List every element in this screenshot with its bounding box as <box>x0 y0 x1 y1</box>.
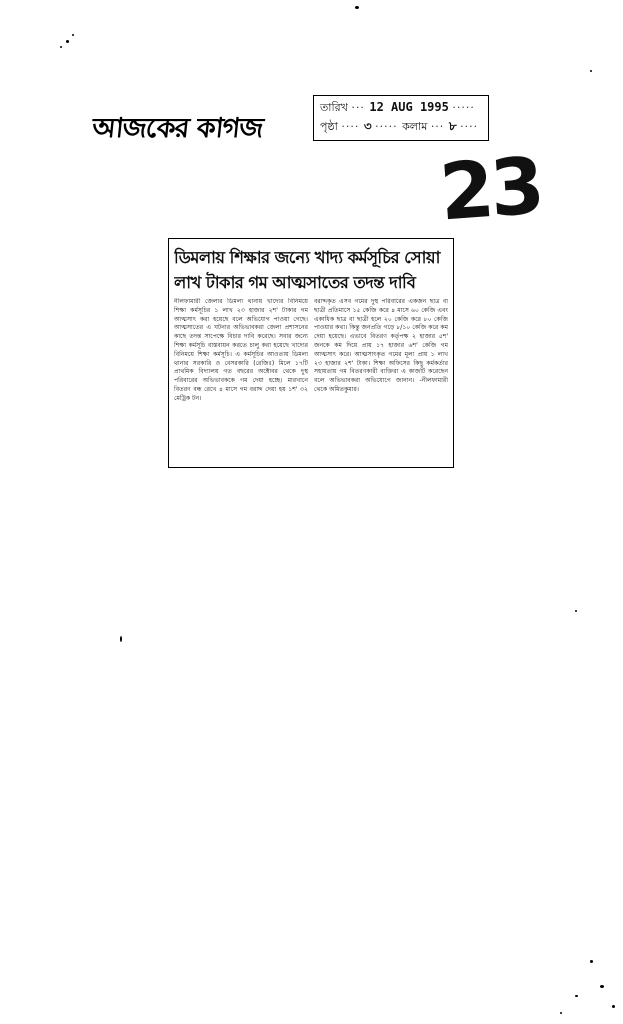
stamp-page-label: পৃষ্ঠা <box>320 120 338 133</box>
scan-speck <box>66 40 69 43</box>
newspaper-clipping <box>168 238 454 468</box>
scan-speck <box>72 34 74 36</box>
stamp-page-row: পৃষ্ঠা ···· ৩ ····· কলাম ··· ৮ ···· <box>320 119 479 133</box>
date-stamp <box>313 95 489 141</box>
article-body <box>174 298 448 468</box>
stamp-page-value: ৩ <box>363 119 372 133</box>
scan-speck <box>590 70 592 72</box>
headline-line-2: লাখ টাকার গম আত্মসাতের তদন্ত দাবি <box>174 273 416 292</box>
scan-speck <box>120 636 122 642</box>
scan-speck <box>355 6 359 9</box>
article-column-1-text: নীলফামারী জেলার ডিমলা থানায় খাদ্যের বিনিময়ে শিক্ষা কর্মসূচির ১ লাখ ২৩ হাজার ২শ' টাকার গম আত্মসাৎ করা হয়েছে বলে অভিযোগ পাওয়া গেছে। আত্মসাতের এ ঘটনার অভিভাবকরা জেলা প্রশাসনের কাছে তদন্ত সাপেক্ষে বিচার দাবি করেছে। সবার জন্যে শিক্ষা কর্মসূচি বাস্তবায়ন করতে চালু করা হয়েছে খাদ্যের বিনিময়ে শিক্ষা কর্মসূচি। এ কর্মসূচির আওতায় ডিমলা থানার সরকারি ও বেসরকারি (রেজিঃ) মিলে ১৭টি প্রাথমিক বিদ্যালয় গত বছরের অক্টোবর থেকে দুস্থ পরিবারের অভিভাবককে গম দেয়া হচ্ছে। মারখানে বিতরণ বন্ধ রেখে ৪ মাসে গম বরাদ্দ দেয়া হয় ১শ' ৩২ মেট্রিক টন। <box>174 298 308 402</box>
scan-speck <box>590 960 593 963</box>
article-column-1 <box>174 298 308 468</box>
article-column-2-text: বরাদ্দকৃত এসব গমের দুস্থ পরিবারের একজন ছাত্র বা ছাত্রী প্রতিমাসে ১৫ কেজি করে ৪ মাসে ৬০ কেজি এবং একাধিক ছাত্র বা ছাত্রী হলে ২০ কেজি করে ৮০ কেজি পাওয়ার কথা। কিন্তু জনপ্রতি গড়ে ৮/১০ কেজি করে কম দেয়া হয়েছে। এভাবে বিতরণ কর্তৃপক্ষ ২ হাজার ৫শ' জনকে কম দিয়ে প্রায় ১৭ হাজার ৬শ' কেজি গম আত্মসাৎ করে। আত্মসাৎকৃত গমের মূল্য প্রায় ১ লাখ ২৩ হাজার ২শ' টাকা। শিক্ষা অফিসের কিছু কর্মকর্তার সহায়তায় গম বিতরণকারী ব্যক্তিরা এ কাজটি করেছেন বলে অভিভাবকরা অভিযোগে জানান। -নীলফামারী থেকে অমিতকুমার। <box>314 298 448 393</box>
scan-speck <box>60 46 62 48</box>
stamp-column-label: কলাম <box>402 120 428 133</box>
scan-speck <box>600 985 604 988</box>
article-column-2 <box>314 298 448 468</box>
handwritten-page-number: 23 <box>436 141 544 239</box>
scan-speck <box>575 610 577 612</box>
stamp-date-label: তারিখ <box>320 101 348 114</box>
stamp-date-value: 12 AUG 1995 <box>369 100 449 114</box>
stamp-column-value: ৮ <box>448 119 457 133</box>
scan-speck <box>560 1012 562 1014</box>
scan-speck <box>575 995 578 997</box>
headline-line-1: ডিমলায় শিক্ষার জন্যে খাদ্য কর্মসূচির সোয়া <box>174 248 440 267</box>
newspaper-masthead: আজকের কাগজ <box>90 113 265 144</box>
article-headline <box>174 245 448 295</box>
scan-speck <box>612 1005 615 1008</box>
stamp-date-row: তারিখ ··· 12 AUG 1995 ····· <box>320 100 475 114</box>
